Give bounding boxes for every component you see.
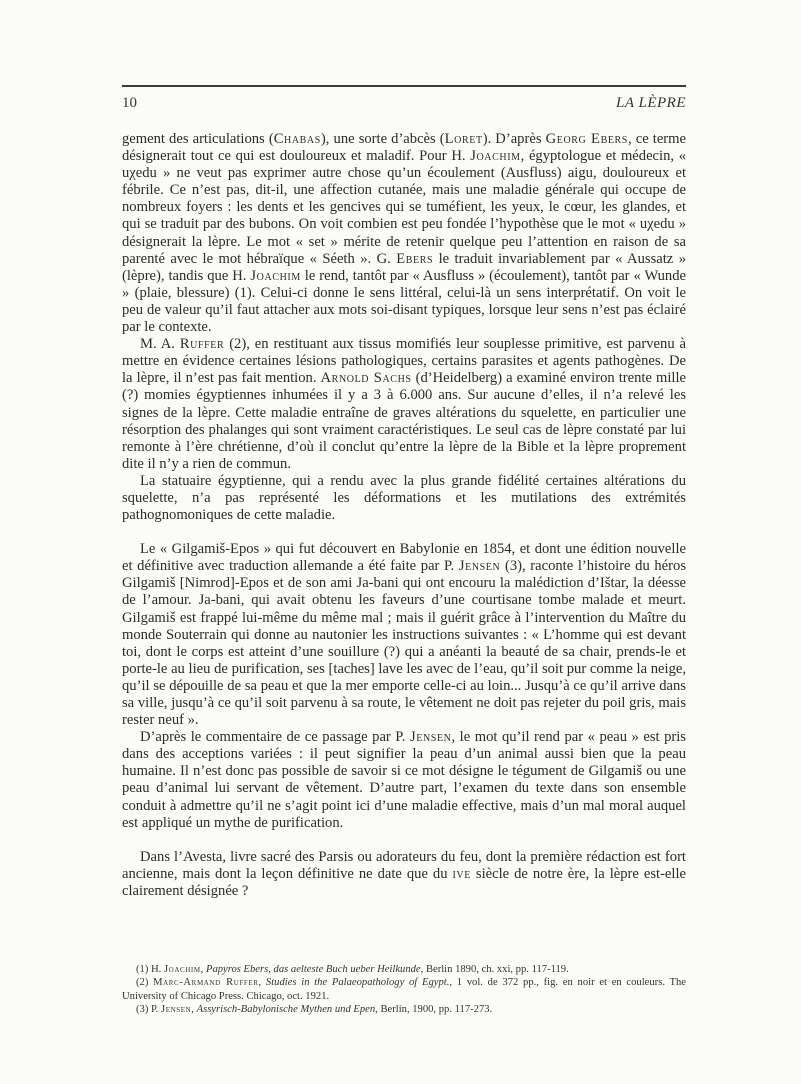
paragraph-2	[122, 336, 686, 473]
text-run: , égyptologue et médecin, « uχedu » ne veut pas exprimer autre chose qu’un écoulement (Ausfluss) aigu, douloureux et fébrile. Ce n’est pas, dit-il, une affection cutanée, mais une maladie générale qui occupe de nombreux foyers : les dents et les gencives qui se tuméfient, les yeux, le cœur, les glandes, et qui se traduit par des bubons. On voit combien est peu fondée l’hypothèse que le mot « uχedu » désignerait la lèpre. Le mot « set » mérite de retenir quelque peu l’attention en raison de sa parenté avec le mot hébraïque « Séeth ». G.	[122, 148, 686, 267]
text-run: gement des articulations (	[122, 131, 274, 147]
author-name: Ebers	[396, 250, 434, 267]
author-name: Arnold Sachs	[320, 370, 412, 387]
text-run: Le « Gilgamiš-Epos » qui fut découvert en Babylonie en 1854, et dont une édition nouvelle et définitive avec traduction allemande a été faite par P.	[122, 541, 686, 575]
text-run: ,	[258, 977, 266, 989]
author-name: Jensen	[458, 558, 501, 575]
text-run: siècle de notre ère, la lèpre est-elle clairement désignée ?	[122, 865, 686, 899]
text-run: , Berlin 1890, ch. xxi, pp. 117-119.	[420, 964, 569, 975]
text-run: (d’Heidelberg) a examiné environ trente mille (?) momies égyptiennes inhumées il y a 3 à 6.000 ans. Sur aucune d’elles, il n’a relevé les signes de la lèpre. Cette maladie entraîne de graves altérations du squelette, en particulier une résorption des phalanges qui sont vraiment caractéristiques. Le seul cas de lèpre constaté par lui remonte à l’ère chrétienne, d’où il conclut qu’entre la lèpre de la Bible et la lèpre proprement dite il n’y a rien de commun.	[122, 370, 686, 472]
footnote-author: Marc-Armand Ruffer	[153, 977, 259, 989]
footnote-number: (1) H.	[136, 964, 164, 975]
text-run: , le mot qu’il rend par « peau » est pris dans des acceptions variées : il peut signifier la peau d’un animal aussi bien que la peau humaine. Il n’est donc pas possible de savoir si ce mot désigne le tégument de Gilgamiš ou une peau d’animal lui servant de vêtement. D’autre part, l’examen du texte dans son ensemble conduit à admettre qu’il ne s’agit point ici d’une maladie effective, mais d’un mal moral auquel est appliqué un mythe de purification.	[122, 729, 686, 831]
footnote-title: Assyrisch-Babylonische Mythen und Epen	[196, 1003, 376, 1015]
author-name: Joachim	[470, 148, 521, 165]
footnote-number: (3) P.	[136, 1003, 162, 1015]
footnote-author: Jensen	[161, 1003, 192, 1015]
page-number: 10	[122, 95, 137, 111]
author-name: Jensen	[409, 729, 452, 746]
body-text	[122, 131, 686, 900]
footnote-title: Papyros Ebers, das aelteste Buch ueber Heilkunde	[205, 964, 421, 975]
footnote-title: Studies in the Palaeopathology of Egypt.	[265, 977, 450, 989]
footnote-author: Joachim	[163, 964, 201, 975]
text-run: (3), raconte l’histoire du héros Gilgamiš [Nimrod]-Epos et de son ami Ja-bani qui ont encouru la malédiction d’Ištar, la déesse de l’amour. Ja-bani, qui avait obtenu les faveurs d’une courtisane tombe malade et meurt. Gilgamiš est frappé lui-même du même mal ; mais il guérit grâce à l’intervention du Maître du monde Souterrain qui donne au nautonier les instructions suivantes : « L’homme qui est devant toi, dont le corps est atteint d’une souillure (?) qui a anéanti la beauté de sa chair, prends-le et porte-le au lieu de purification, ses [taches] lave les avec de l’eau, qu’il soit pur comme la neige, qu’il se dépouille de sa peau et que la mer emporte celle-ci au loin... Jusqu’à ce qu’il arrive dans sa ville, jusqu’à ce qu’il soit parvenu à sa route, le vêtement ne doit pas rejeter du poil gris, mais rester neuf ».	[122, 558, 686, 729]
footnote-number: (2)	[136, 977, 154, 989]
text-run: Dans l’Avesta, livre sacré des Parsis ou adorateurs du feu, dont la première rédaction est fort ancienne, mais dont la leçon définitive ne date que du	[122, 848, 686, 882]
author-name: Joachim	[250, 267, 301, 284]
footnote-3	[122, 1003, 686, 1016]
author-name: Georg Ebers	[545, 131, 628, 147]
text-run: (2), en restituant aux tissus momifiés leur souplesse primitive, est parvenu à mettre en évidence certaines lésions pathologiques, certains parasites et agents pathogènes. De la lèpre, il n’est pas fait mention.	[122, 336, 686, 387]
century-numeral: ive	[452, 865, 471, 882]
footnotes	[122, 963, 686, 1016]
text-run: M. A.	[140, 336, 180, 353]
text-run: ,	[200, 964, 206, 975]
text-run: D’après le commentaire de ce passage par P.	[140, 729, 410, 746]
author-name: Ruffer	[179, 336, 225, 353]
running-title: LA LÈPRE	[616, 95, 686, 111]
running-header	[122, 95, 686, 117]
paragraph-5	[122, 729, 686, 832]
text-run: le rend, tantôt par « Ausfluss » (écoulement), tantôt par « Wunde » (plaie, blessure) (1). Celui-ci donne le sens littéral, celui-là un sens interprétatif. On voit le peu de valeur qu’il faut attacher aux mots soi-disant typiques, lorsque leur sens n’est pas éclairé par le contexte.	[122, 267, 687, 336]
text-run: ,	[191, 1003, 197, 1015]
text-run: , Berlin, 1900, pp. 117-273.	[375, 1003, 493, 1015]
text-run: ), une sorte d’abcès (	[320, 131, 445, 147]
author-name: Loret	[444, 131, 483, 147]
paragraph-4	[122, 541, 686, 729]
text-run: ). D’après	[482, 131, 546, 147]
paragraph-3: La statuaire égyptienne, qui a rendu avec la plus grande fidélité certaines altérations du squelette, n’a pas représenté les déformations et les mutilations des extrémités pathognomoniques de cette maladie.	[122, 472, 686, 524]
header-rule	[122, 85, 686, 87]
footnote-1	[122, 963, 686, 976]
paragraph-6	[122, 849, 686, 900]
text-run: , 1 vol. de 372 pp., fig. en noir et en couleurs. The University of Chicago Press. Chicago, oct. 1921.	[122, 977, 686, 1002]
footnote-2	[122, 976, 686, 1003]
text-run: le traduit invariablement par « Aussatz » (lèpre), tandis que H.	[122, 250, 686, 284]
text-run: , ce terme désignerait tout ce qui est douloureux et maladif. Pour H.	[122, 131, 686, 165]
author-name: Chabas	[273, 131, 321, 147]
paragraph-1	[122, 131, 686, 336]
